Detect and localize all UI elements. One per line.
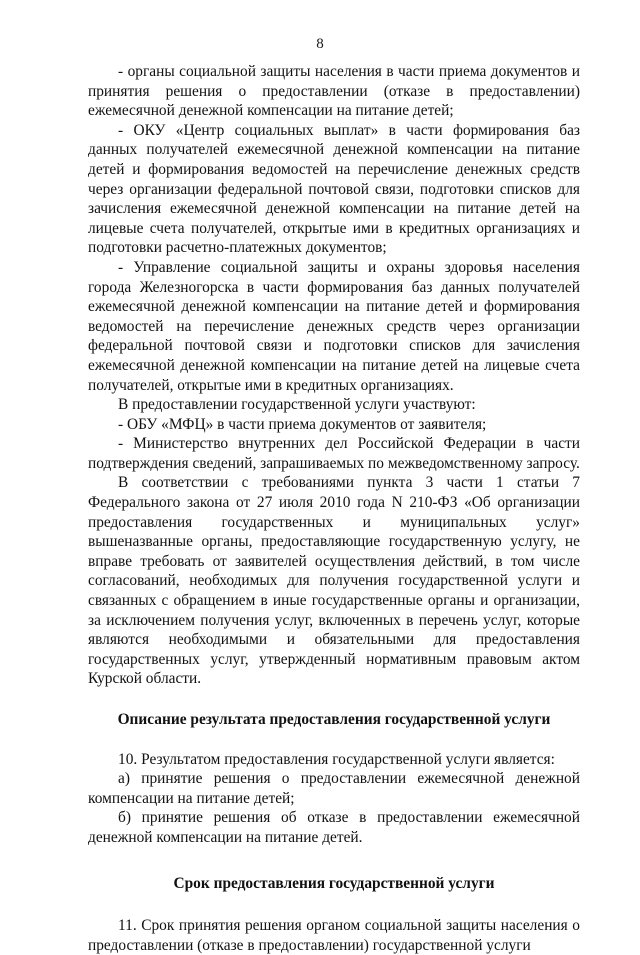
paragraph-participants-intro: В предоставлении государственной услуги участвуют: [118,396,476,414]
paragraph-result-item-10: 10. Результатом предоставления государственной услуги является: [118,750,555,768]
section-heading-term: Срок предоставления государственной услуги [173,874,495,892]
paragraph-ministry-internal-affairs: - Министерство внутренних дел Российской Федерации в части подтверждения сведений, запрашиваемых по межведомственному запросу. [88,435,580,472]
section-heading-result: Описание результата предоставления государственной услуги [117,711,551,728]
paragraph-result-option-a: а) принятие решения о предоставлении ежемесячной денежной компенсации на питание детей; [88,770,580,807]
paragraph-obu-mfc: - ОБУ «МФЦ» в части приема документов от заявителя; [118,415,487,433]
paragraph-result-option-b: б) принятие решения об отказе в предоставлении ежемесячной денежной компенсации на питание детей. [88,809,580,846]
paragraph-term-item-11: 11. Срок принятия решения органом социальной защиты населения о предоставлении (отказе в предоставлении) государственной услуги [88,917,580,954]
paragraph-social-protection-bodies: - органы социальной защиты населения в части приема документов и принятия решения о предоставлении (отказе в предоставлении) ежемесячной денежной компенсации на питание детей; [88,63,580,120]
paragraph-zheleznogorsk-department: - Управление социальной защиты и охраны здоровья населения города Железногорска в части формирования баз данных получателей ежемесячной денежной компенсации на питание детей и формирования ведомостей на перечисление денежных средств через организации федеральной почтовой связи и подготовки списков для зачисления ежемесячной денежной компенсации на питание детей на лицевые счета получателей, открытые ими в кредитных организациях. [88,258,580,394]
paragraph-federal-law-requirements: В соответствии с требованиями пункта 3 части 1 статьи 7 Федерального закона от 27 июля 2010 года N 210-ФЗ «Об организации предоставления государственных и муниципальных услуг» вышеназванные органы, предоставляющие государственную услугу, не вправе требовать от заявителей осуществления действий, в том числе согласований, необходимых для получения государственной услуги и связанных с обращением в иные государственные органы и организации, за исключением получения услуг, включенных в перечень услуг, которые являются необходимыми и обязательными для предоставления государственных услуг, утвержденный нормативным правовым актом Курской области. [88,474,580,688]
paragraph-oku-social-payments: - ОКУ «Центр социальных выплат» в части формирования баз данных получателей ежемесячной денежной компенсации на питание детей и формирования ведомостей на перечисление денежных средств через организации федеральной почтовой связи, подготовки списков для зачисления ежемесячной денежной компенсации на питание детей на лицевые счета получателей, открытые ими в кредитных организациях и подготовки расчетно-платежных документов; [88,121,580,257]
page-number: 8 [316,36,324,52]
document-body [88,62,580,955]
